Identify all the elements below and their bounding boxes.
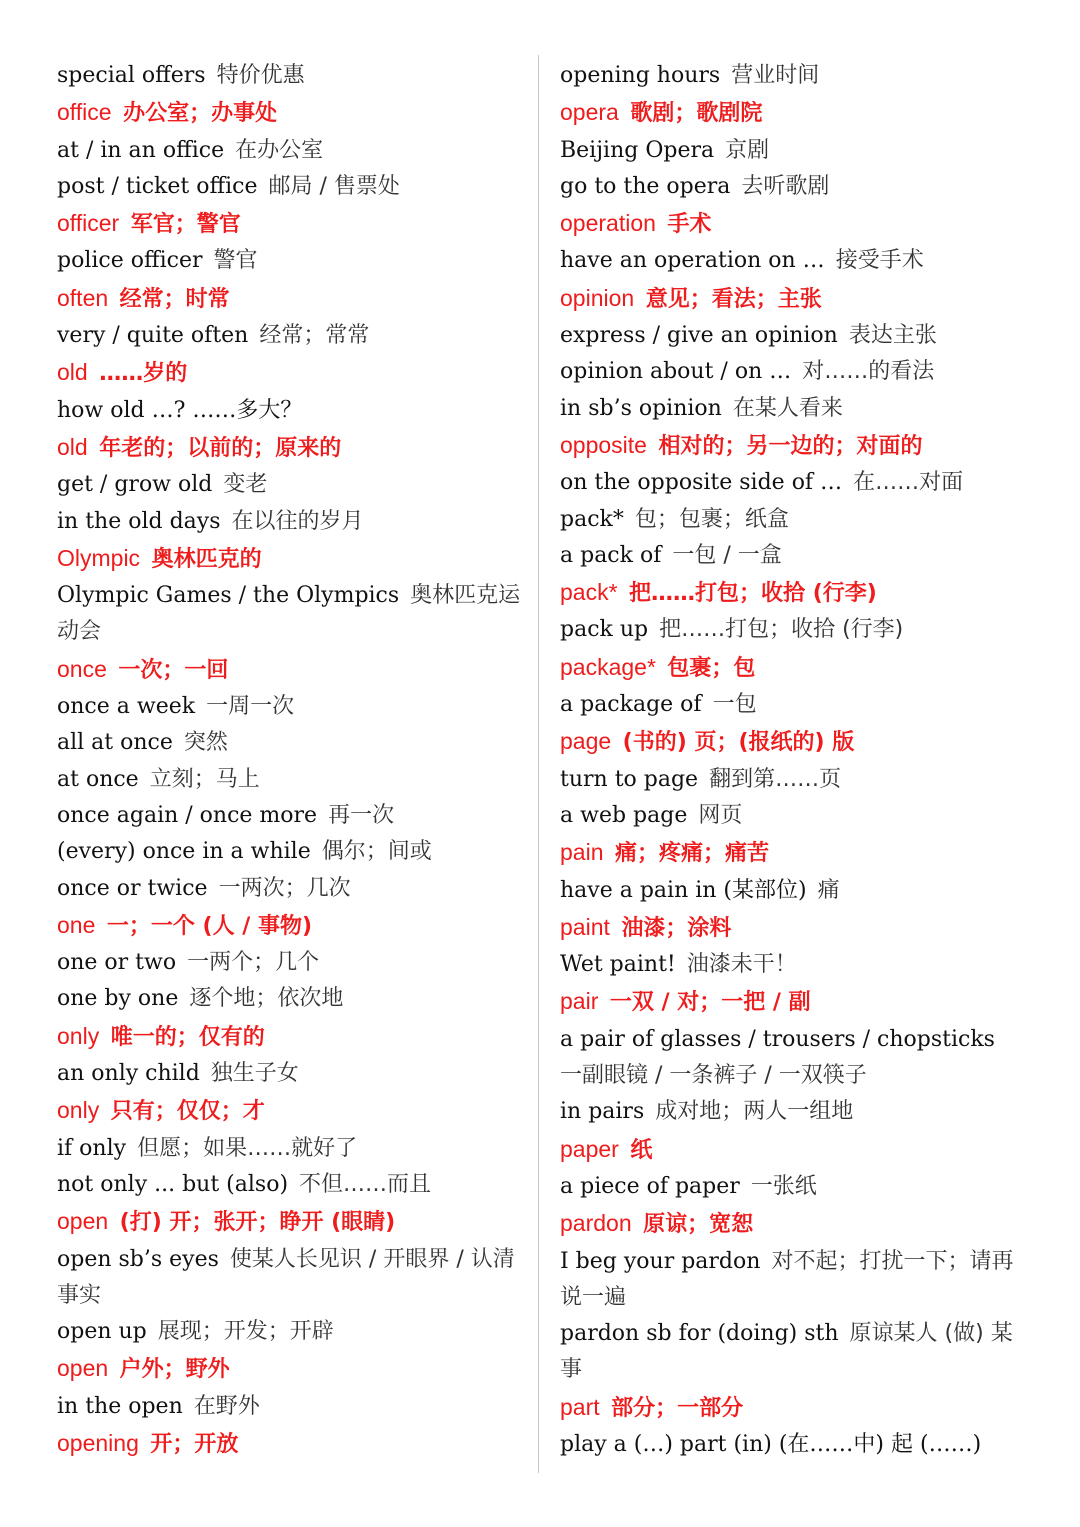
example-meaning: 偶尔；间或 [321, 839, 432, 865]
example-meaning: 包；包裹；纸盒 [634, 506, 789, 532]
headword-meaning: 原谅；宽恕 [643, 1212, 754, 1238]
headword-entry [560, 1389, 1026, 1427]
example-meaning: 突然 [183, 730, 228, 756]
example-meaning: 一两个；几个 [187, 950, 320, 976]
headword-entry [560, 1131, 1026, 1169]
example-entry [57, 1389, 527, 1425]
example-meaning: 对……的看法 [802, 359, 935, 385]
example-meaning: 奥林匹克运动会 [57, 583, 521, 645]
headword-entry [57, 1203, 527, 1241]
column-divider [538, 55, 539, 1473]
example-entry [57, 871, 527, 907]
headword-entry [57, 651, 527, 689]
example-meaning: 接受手术 [835, 248, 924, 274]
example-entry [560, 465, 1026, 501]
example-entry [57, 467, 527, 503]
headword-meaning: 包裹；包 [667, 655, 756, 681]
example-english: Olympic Games / the Olympics [57, 583, 400, 609]
example-entry [560, 391, 1026, 427]
example-entry [57, 243, 527, 279]
example-entry [57, 1242, 527, 1315]
example-english: in the old days [57, 508, 221, 534]
example-entry [560, 169, 1026, 205]
headword-meaning: 痛；疼痛；痛苦 [614, 841, 769, 867]
headword-entry [57, 94, 527, 132]
example-meaning: 变老 [223, 472, 268, 498]
headword-meaning: 一双 / 对；一把 / 副 [609, 990, 811, 1016]
example-entry [57, 578, 527, 651]
example-english: police officer [57, 248, 203, 274]
example-english: open sb’s eyes [57, 1246, 219, 1272]
example-entry [57, 689, 527, 725]
headword-entry [57, 907, 527, 945]
example-english: go to the opera [560, 173, 731, 199]
headword-meaning: 户外；野外 [119, 1357, 230, 1383]
headword-english: part [560, 1393, 600, 1420]
example-entry [57, 58, 527, 94]
example-entry [560, 318, 1026, 354]
example-entry [57, 169, 527, 205]
headword-english: officer [57, 210, 120, 237]
example-meaning: 网页 [698, 802, 743, 828]
headword-english: page [560, 728, 612, 755]
example-meaning: 但愿；如果……就好了 [137, 1135, 358, 1161]
headword-english: package* [560, 653, 656, 680]
headword-meaning: ……岁的 [99, 361, 188, 387]
example-english: turn to page [560, 766, 699, 792]
headword-english: once [57, 655, 107, 682]
headword-english: Olympic [57, 544, 141, 571]
example-entry [57, 798, 527, 834]
headword-english: old [57, 359, 88, 386]
example-english: at / in an office [57, 137, 225, 163]
example-meaning: 表达主张 [848, 323, 937, 349]
example-english: a pack of [560, 542, 662, 568]
example-english: express / give an opinion [560, 323, 838, 349]
headword-english: opposite [560, 431, 647, 458]
example-meaning: 一两次；几次 [218, 875, 351, 901]
example-entry [560, 1244, 1026, 1317]
example-english: very / quite often [57, 323, 249, 349]
example-english: post / ticket office [57, 173, 258, 199]
example-english: pack* [560, 506, 624, 532]
headword-meaning: 意见；看法；主张 [645, 286, 822, 312]
example-english: open up [57, 1319, 147, 1345]
example-english: pack up [560, 617, 649, 643]
headword-english: opening [57, 1429, 139, 1456]
example-entry [57, 1167, 527, 1203]
example-entry [57, 1314, 527, 1350]
headword-meaning: 油漆；涂料 [621, 915, 732, 941]
example-entry [560, 1022, 1026, 1095]
example-english: once or twice [57, 875, 208, 901]
example-entry [560, 243, 1026, 279]
example-meaning: 一包 / 一盒 [672, 542, 782, 568]
example-meaning: 警官 [213, 248, 258, 274]
example-meaning: 油漆未干！ [686, 952, 797, 978]
headword-entry [560, 1205, 1026, 1243]
headword-meaning: 办公室；办事处 [123, 101, 278, 127]
example-meaning: 在办公室 [235, 137, 324, 163]
example-meaning: 京剧 [725, 137, 770, 163]
headword-entry [57, 1350, 527, 1388]
headword-entry [560, 909, 1026, 947]
example-english: a pair of glasses / trousers / chopsticks [560, 1026, 995, 1052]
headword-english: old [57, 433, 88, 460]
example-english: all at once [57, 730, 173, 756]
headword-meaning: (书的) 页；(报纸的) 版 [622, 730, 855, 756]
example-meaning: 痛 [817, 877, 840, 903]
example-meaning: 逐个地；依次地 [189, 986, 344, 1012]
example-english: in sb’s opinion [560, 395, 722, 421]
example-english: one by one [57, 986, 179, 1012]
example-english: I beg your pardon [560, 1248, 761, 1274]
example-entry [560, 1316, 1026, 1389]
example-english: once a week [57, 694, 196, 720]
headword-meaning: 相对的；另一边的；对面的 [658, 433, 923, 459]
example-english: get / grow old [57, 472, 213, 498]
example-meaning: 在以往的岁月 [231, 508, 364, 534]
headword-meaning: (打) 开；张开；睁开 (眼睛) [119, 1210, 396, 1236]
example-entry [560, 687, 1026, 723]
example-entry [560, 947, 1026, 983]
headword-meaning: 歌剧；歌剧院 [630, 101, 763, 127]
headword-meaning: 开；开放 [150, 1431, 239, 1457]
example-meaning: 不但……而且 [299, 1171, 432, 1197]
headword-english: paint [560, 913, 610, 940]
example-entry [57, 834, 527, 870]
headword-entry [57, 429, 527, 467]
example-meaning: 一周一次 [206, 694, 295, 720]
headword-meaning: 年老的；以前的；原来的 [99, 435, 342, 461]
headword-entry [560, 649, 1026, 687]
example-english: in pairs [560, 1099, 645, 1125]
example-english: (every) once in a while [57, 839, 311, 865]
example-meaning: 一张纸 [750, 1173, 817, 1199]
headword-entry [560, 983, 1026, 1021]
example-entry [560, 1169, 1026, 1205]
headword-entry [57, 1018, 527, 1056]
example-meaning: 独生子女 [210, 1061, 299, 1087]
example-meaning: 在野外 [193, 1393, 260, 1419]
example-meaning: 原谅某人 (做) 某事 [560, 1321, 1013, 1383]
example-meaning: 立刻；马上 [149, 766, 260, 792]
headword-meaning: 奥林匹克的 [151, 546, 262, 572]
headword-meaning: 军官；警官 [130, 212, 241, 238]
example-english: play a (…) part (in) (在……中) 起 (……) [560, 1431, 982, 1457]
headword-english: open [57, 1208, 109, 1235]
headword-entry [560, 723, 1026, 761]
headword-meaning: 纸 [630, 1137, 653, 1163]
example-english: a package of [560, 692, 702, 718]
example-meaning: 一副眼镜 / 一条裤子 / 一双筷子 [560, 1063, 867, 1089]
example-meaning: 再一次 [328, 802, 395, 828]
headword-english: opera [560, 99, 619, 126]
example-english: Wet paint! [560, 952, 676, 978]
example-english: once again / once more [57, 802, 318, 828]
headword-entry [57, 354, 527, 392]
example-entry [57, 945, 527, 981]
headword-meaning: 部分；一部分 [611, 1395, 744, 1421]
example-meaning: 一包 [712, 692, 757, 718]
example-meaning: 翻到第……页 [709, 766, 842, 792]
example-entry [560, 873, 1026, 909]
headword-entry [560, 205, 1026, 243]
example-english: on the opposite side of … [560, 470, 843, 496]
example-entry [560, 1427, 1026, 1463]
example-entry [57, 393, 527, 429]
example-entry [560, 612, 1026, 648]
example-meaning: 在……对面 [853, 470, 964, 496]
headword-entry [560, 94, 1026, 132]
example-english: have an operation on … [560, 248, 825, 274]
example-entry [57, 318, 527, 354]
example-english: opinion about / on … [560, 359, 792, 385]
headword-entry [560, 574, 1026, 612]
example-entry [560, 538, 1026, 574]
example-entry [57, 1056, 527, 1092]
headword-english: one [57, 911, 96, 938]
headword-english: operation [560, 210, 656, 237]
example-english: have a pain in (某部位) [560, 877, 807, 903]
headword-meaning: 经常；时常 [119, 286, 230, 312]
headword-meaning: 一次；一回 [118, 657, 229, 683]
example-meaning: 邮局 / 售票处 [268, 173, 400, 199]
right-column [560, 58, 1026, 1463]
headword-english: office [57, 99, 112, 126]
headword-meaning: 一；一个 (人 / 事物) [106, 913, 312, 939]
example-entry [560, 1094, 1026, 1130]
example-english: in the open [57, 1393, 183, 1419]
example-entry [57, 762, 527, 798]
example-entry [560, 58, 1026, 94]
example-english: how old …? ……多大？ [57, 397, 303, 423]
headword-entry [57, 205, 527, 243]
example-english: a piece of paper [560, 1173, 740, 1199]
headword-meaning: 手术 [667, 212, 712, 238]
example-english: pardon sb for (doing) sth [560, 1321, 839, 1347]
example-english: not only ... but (also) [57, 1171, 289, 1197]
headword-english: only [57, 1022, 100, 1049]
example-english: special offers [57, 63, 206, 88]
example-meaning: 营业时间 [731, 63, 820, 88]
example-meaning: 展现；开发；开辟 [157, 1319, 334, 1345]
headword-meaning: 只有；仅仅；才 [110, 1099, 265, 1125]
example-entry [560, 762, 1026, 798]
example-entry [57, 1131, 527, 1167]
example-entry [57, 981, 527, 1017]
example-meaning: 去听歌剧 [741, 173, 830, 199]
headword-entry [560, 834, 1026, 872]
headword-entry [57, 1425, 527, 1463]
example-entry [560, 798, 1026, 834]
headword-entry [57, 540, 527, 578]
headword-english: pack* [560, 579, 618, 606]
headword-entry [57, 1092, 527, 1130]
headword-entry [560, 280, 1026, 318]
headword-meaning: 唯一的；仅有的 [110, 1024, 265, 1050]
example-meaning: 经常；常常 [259, 323, 370, 349]
example-english: a web page [560, 802, 688, 828]
example-entry [560, 354, 1026, 390]
example-meaning: 把……打包；收拾 (行李) [659, 617, 904, 643]
example-meaning: 成对地；两人一组地 [655, 1099, 854, 1125]
example-english: opening hours [560, 63, 721, 88]
headword-english: pain [560, 839, 604, 866]
example-entry [57, 133, 527, 169]
example-meaning: 使某人长见识 / 开眼界 / 认清事实 [57, 1246, 515, 1308]
example-meaning: 在某人看来 [732, 395, 843, 421]
example-entry [560, 502, 1026, 538]
headword-meaning: 把……打包；收拾 (行李) [629, 581, 877, 607]
example-entry [57, 504, 527, 540]
headword-entry [57, 280, 527, 318]
example-meaning: 对不起；打扰一下；请再说一遍 [560, 1248, 1014, 1310]
example-english: at once [57, 766, 139, 792]
headword-english: open [57, 1355, 109, 1382]
example-entry [57, 725, 527, 761]
headword-english: only [57, 1097, 100, 1124]
example-english: if only [57, 1135, 127, 1161]
example-entry [560, 133, 1026, 169]
headword-english: pardon [560, 1210, 632, 1237]
headword-english: pair [560, 988, 599, 1015]
example-english: an only child [57, 1061, 200, 1087]
example-english: Beijing Opera [560, 137, 715, 163]
example-english: one or two [57, 950, 177, 976]
headword-english: opinion [560, 284, 635, 311]
example-meaning: 特价优惠 [216, 63, 305, 88]
headword-english: often [57, 284, 109, 311]
left-column [57, 58, 527, 1463]
headword-entry [560, 427, 1026, 465]
headword-english: paper [560, 1135, 619, 1162]
